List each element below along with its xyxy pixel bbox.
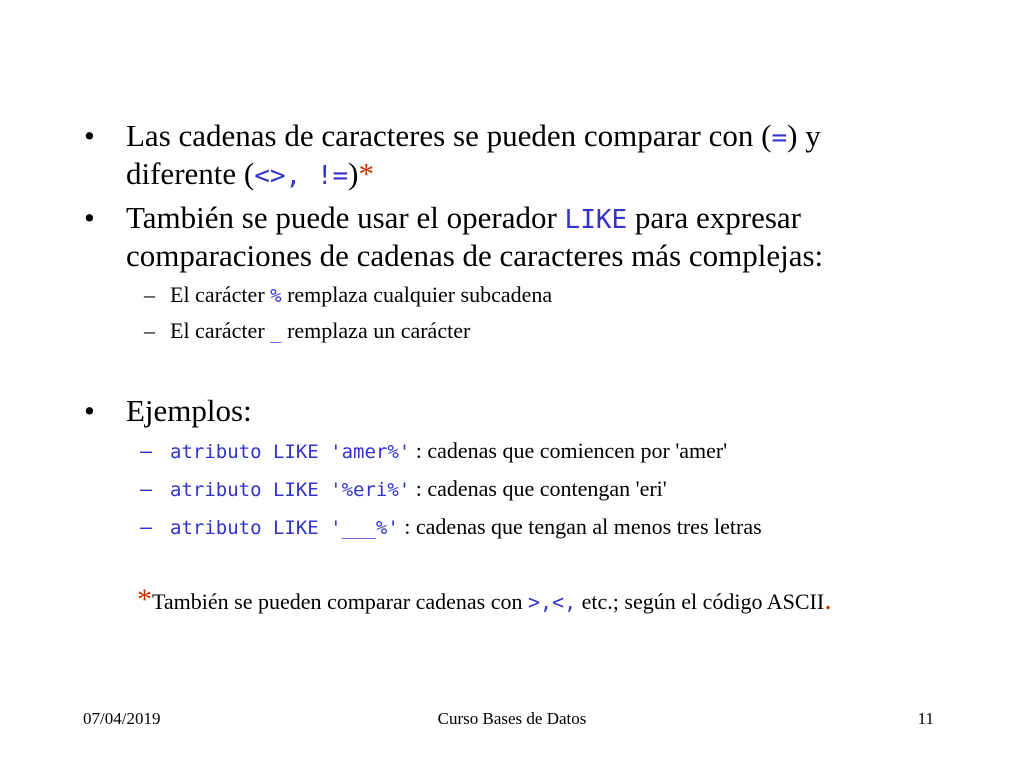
example-description: : cadenas que contengan 'eri' bbox=[410, 476, 667, 501]
example-code: atributo LIKE '___%' bbox=[170, 517, 399, 539]
dash-marker: – bbox=[144, 318, 155, 343]
example-item bbox=[140, 513, 950, 542]
footer-page-number: 11 bbox=[917, 709, 934, 728]
example-description: : cadenas que tengan al menos tres letras bbox=[398, 514, 762, 539]
bullet-marker: • bbox=[84, 118, 95, 153]
subbullet-text: remplaza cualquier subcadena bbox=[281, 282, 553, 307]
example-item bbox=[140, 475, 950, 504]
dash-marker: – bbox=[144, 282, 155, 307]
bullet-text: diferente ( bbox=[126, 156, 255, 191]
bullet-text: Las cadenas de caracteres se pueden comparar con ( bbox=[126, 118, 772, 153]
bullet-examples bbox=[84, 393, 926, 429]
dash-marker: – bbox=[140, 515, 153, 539]
subbullet-text: El carácter bbox=[170, 318, 271, 343]
subbullet-percent bbox=[144, 281, 950, 310]
equals-operator: = bbox=[771, 123, 788, 153]
subbullet-underscore bbox=[144, 317, 950, 346]
bullet-line bbox=[126, 200, 926, 238]
example-item bbox=[140, 437, 950, 466]
bullet-text: comparaciones de cadenas de caracteres más complejas: bbox=[126, 238, 824, 273]
example-code: atributo LIKE '%eri%' bbox=[170, 479, 411, 501]
not-equal-operators: <>, != bbox=[254, 161, 349, 191]
example-code: atributo LIKE 'amer%' bbox=[170, 441, 411, 463]
bullet-text: Ejemplos: bbox=[126, 393, 252, 428]
bullet-text: ) bbox=[348, 156, 359, 191]
example-description: : cadenas que comiencen por 'amer' bbox=[410, 438, 728, 463]
footnote-text: etc.; según el código ASCII bbox=[576, 589, 825, 614]
footer-date: 07/04/2019 bbox=[83, 709, 161, 728]
comparison-operators: >,<, bbox=[527, 590, 577, 614]
subbullet-text: remplaza un carácter bbox=[281, 318, 471, 343]
footnote-period: . bbox=[824, 583, 832, 616]
footnote-star: * bbox=[358, 156, 374, 191]
bullet-text: para expresar bbox=[627, 200, 802, 235]
like-keyword: LIKE bbox=[564, 205, 628, 235]
bullet-line bbox=[126, 156, 926, 194]
bullet-text: ) y bbox=[787, 118, 821, 153]
percent-wildcard: % bbox=[270, 285, 282, 307]
dash-marker: – bbox=[140, 477, 153, 501]
footnote bbox=[137, 585, 832, 617]
bullet-line bbox=[126, 118, 926, 156]
bullet-text: También se puede usar el operador bbox=[126, 200, 565, 235]
bullet-line bbox=[126, 238, 926, 274]
underscore-wildcard: _ bbox=[270, 321, 282, 343]
subbullet-text: El carácter bbox=[170, 282, 271, 307]
bullet-marker: • bbox=[84, 393, 95, 428]
bullet-comparison bbox=[84, 118, 926, 194]
bullet-like-operator bbox=[84, 200, 926, 274]
footnote-star: * bbox=[137, 583, 152, 616]
footer-course-title: Curso Bases de Datos bbox=[437, 709, 587, 728]
footnote-text: También se pueden comparar cadenas con bbox=[152, 589, 528, 614]
bullet-marker: • bbox=[84, 200, 95, 235]
dash-marker: – bbox=[140, 439, 153, 463]
